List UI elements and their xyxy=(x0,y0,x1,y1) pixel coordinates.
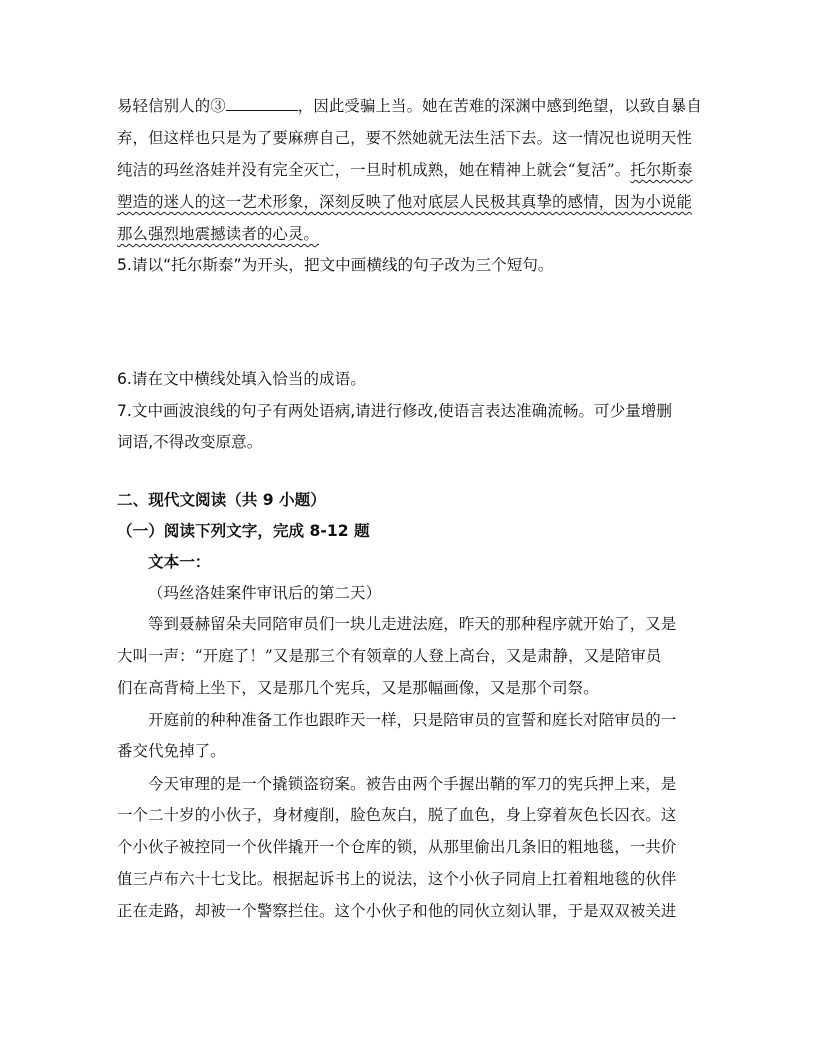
paragraph-line: 值三卢布六十七戈比。根据起诉书上的说法，这个小伙子同肩上扛着粗地毯的伙伴 xyxy=(117,870,677,888)
wavy-underlined-text: 托尔斯泰 xyxy=(630,161,693,179)
paragraph-line: 大叫一声：“开庭了！”又是那三个有领章的人登上高台，又是肃静，又是陪审员 xyxy=(117,647,662,665)
question-5: 5.请以“托尔斯泰”为开头，把文中画横线的句子改为三个短句。 xyxy=(117,256,554,274)
question-7: 7.文中画波浪线的句子有两处语病,请进行修改,使语言表达准确流畅。可少量增删 xyxy=(117,402,672,420)
passage-text: ，因此受骗上当。她在苦难的深渊中感到绝望，以致自暴自 xyxy=(297,97,702,115)
passage-line xyxy=(117,160,693,180)
section-heading: 二、现代文阅读（共 9 小题） xyxy=(117,491,326,509)
passage-line xyxy=(117,96,702,116)
paragraph-line: 一个二十岁的小伙子，身材瘦削，脸色灰白，脱了血色，身上穿着灰色长囚衣。这 xyxy=(117,806,677,824)
paragraph-line: 番交代免掉了。 xyxy=(117,742,226,760)
paragraph-line: 正在走路，却被一个警察拦住。这个小伙子和他的同伙立刻认罪，于是双双被关进 xyxy=(117,902,677,920)
excerpt-title: （玛丝洛娃案件审讯后的第二天） xyxy=(148,584,382,602)
paragraph-line: 们在高背椅上坐下，又是那几个宪兵，又是那幅画像，又是那个司祭。 xyxy=(117,679,599,697)
wavy-underlined-text: 塑造的迷人的这一艺术形象，深刻反映了他对底层人民极其真挚的感情，因为小说能 xyxy=(117,193,693,211)
section-subheading: （一）阅读下列文字，完成 8-12 题 xyxy=(117,522,370,540)
fill-in-blank[interactable] xyxy=(226,96,298,111)
passage-text: 易轻信别人的③ xyxy=(117,97,226,115)
question-6: 6.请在文中横线处填入恰当的成语。 xyxy=(117,370,366,388)
passage-line xyxy=(117,224,319,244)
passage-text: 弃，但这样也只是为了要麻痹自己，要不然她就无法生活下去。这一情况也说明天性 xyxy=(117,129,693,147)
question-7-continued: 词语,不得改变原意。 xyxy=(117,433,263,451)
paragraph-line: 今天审理的是一个撬锁盗窃案。被告由两个手握出鞘的军刀的宪兵押上来，是 xyxy=(148,775,677,793)
paragraph-line: 开庭前的种种准备工作也跟昨天一样，只是陪审员的宣誓和庭长对陪审员的一 xyxy=(148,711,677,729)
text-label: 文本一： xyxy=(148,553,211,571)
passage-text: 纯洁的玛丝洛娃并没有完全灭亡，一旦时机成熟，她在精神上就会“复活”。 xyxy=(117,161,631,179)
passage-line xyxy=(117,128,692,148)
paragraph-line: 个小伙子被控同一个伙伴撬开一个仓库的锁，从那里偷出几条旧的粗地毯，一共价 xyxy=(117,838,677,856)
passage-line xyxy=(117,192,692,212)
paragraph-line: 等到聂赫留朵夫同陪审员们一块儿走进法庭，昨天的那种程序就开始了，又是 xyxy=(148,615,677,633)
wavy-underlined-text: 那么强烈地震撼读者的心灵。 xyxy=(117,225,320,243)
